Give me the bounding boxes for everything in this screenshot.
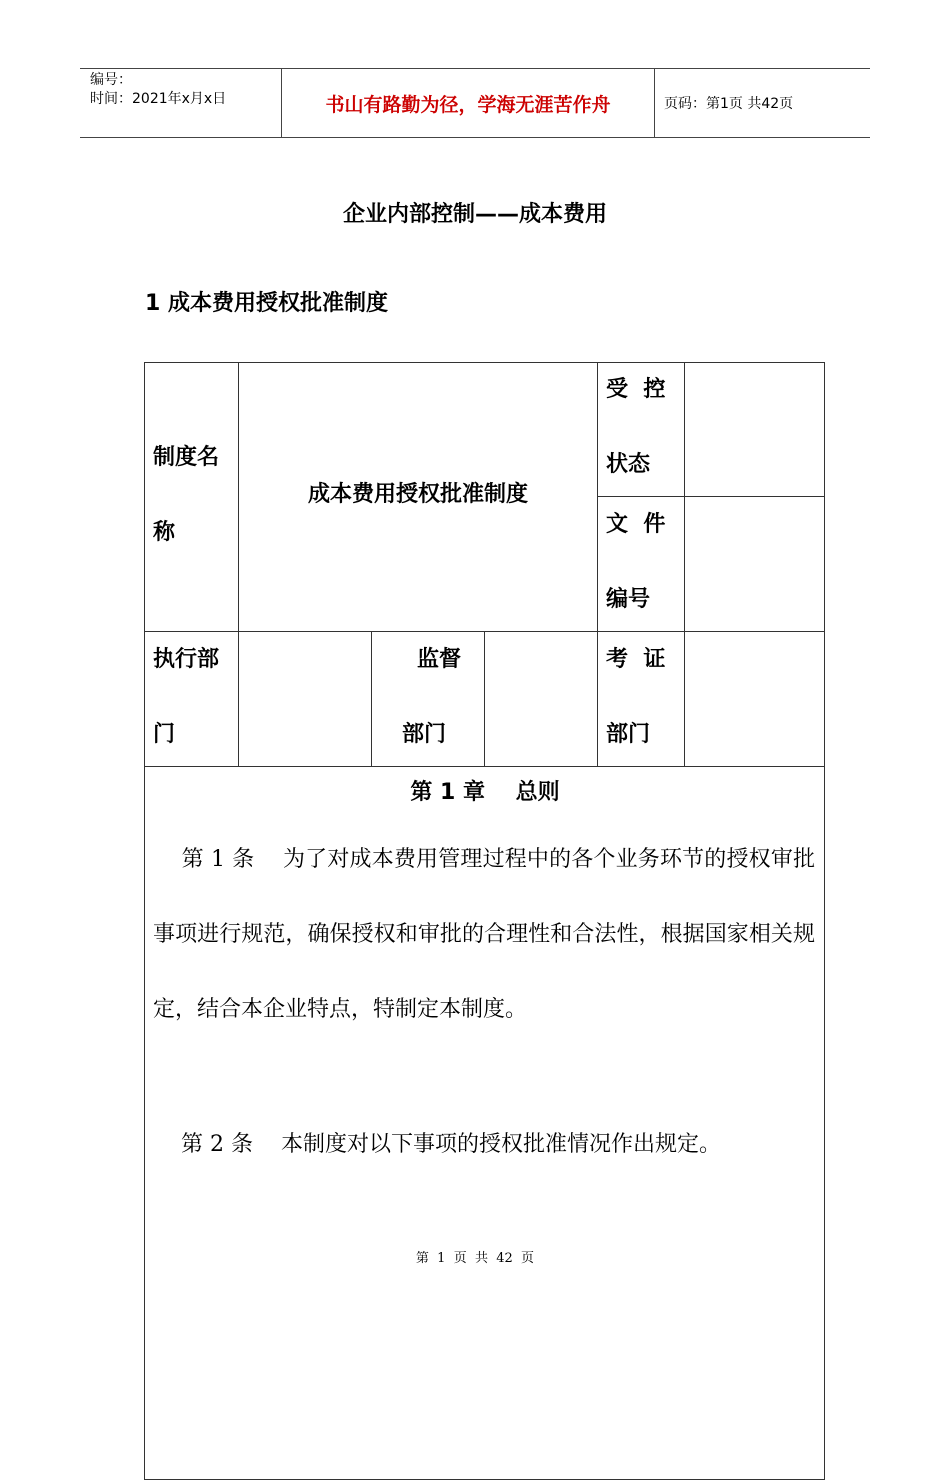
controlled-label: 受 控: [606, 377, 666, 402]
table-rule: [238, 362, 239, 767]
audit-label: 部门: [606, 722, 651, 747]
controlled-label: 状态: [606, 452, 651, 477]
section-title: 1 成本费用授权批准制度: [145, 291, 388, 316]
exec-dept-label: 门: [153, 722, 176, 747]
supervise-label: 监督: [417, 647, 462, 672]
chapter-title: 第 1 章 总则: [410, 780, 560, 805]
name-label: 称: [153, 520, 176, 545]
exec-dept-label: 执行部: [153, 647, 220, 672]
audit-label: 考 证: [606, 647, 666, 672]
document-title: 企业内部控制——成本费用: [342, 202, 607, 227]
article-1: 第 1 条 为了对成本费用管理过程中的各个业务环节的授权审批事项进行规范，确保授权和审批的合理性和合法性，根据国家相关规定，结合本企业特点，特制定本制度。: [153, 847, 815, 1022]
table-rule: [484, 631, 485, 767]
table-border: [144, 362, 825, 363]
number-label: 编号：: [90, 72, 132, 88]
header-divider: [654, 69, 655, 137]
file-no-label: 文 件: [606, 512, 666, 537]
header-page-info: 页码：第1页 共42页: [664, 96, 794, 112]
table-rule: [597, 362, 598, 767]
file-no-label: 编号: [606, 587, 651, 612]
table-border: [144, 362, 145, 1480]
header-meta: [90, 71, 226, 109]
page-footer: 第 1 页 共 42 页: [415, 1251, 535, 1266]
name-value: 成本费用授权批准制度: [307, 482, 528, 507]
supervise-label: 部门: [402, 722, 447, 747]
table-rule: [684, 362, 685, 767]
header-motto: 书山有路勤为径，学海无涯苦作舟: [325, 93, 611, 116]
article-2: 第 2 条 本制度对以下事项的授权批准情况作出规定。: [153, 1132, 721, 1157]
name-label: 制度名: [153, 445, 220, 470]
table-border: [824, 362, 825, 1480]
table-rule: [371, 631, 372, 767]
page-header: [80, 68, 870, 138]
date-label: 时间：2021年x月x日: [90, 91, 227, 107]
